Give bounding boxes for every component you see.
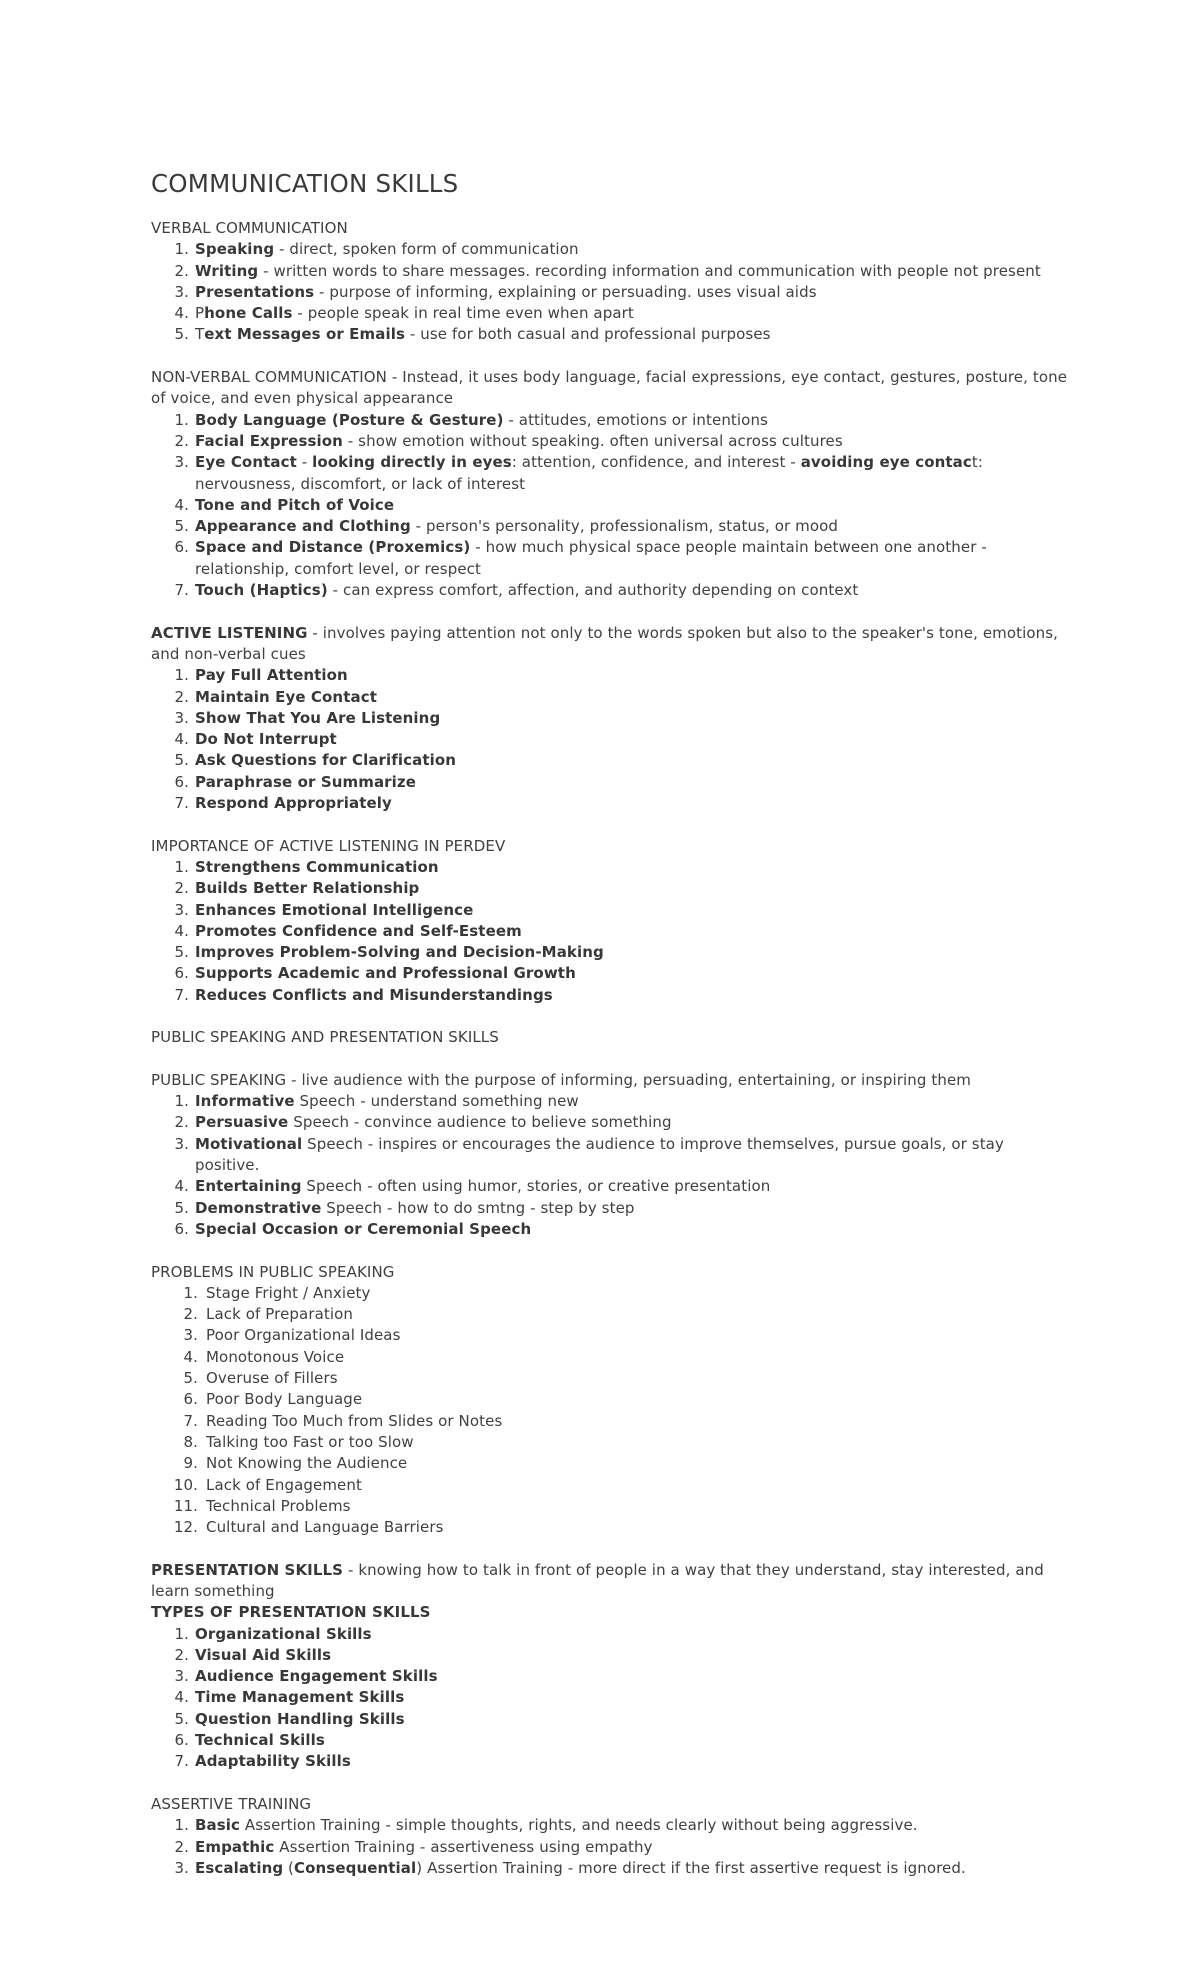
list-number: 3. [174,900,189,919]
item-label: Body Language (Posture & Gesture) [195,410,504,429]
subheading [151,1602,1071,1623]
list-number: 6. [183,1390,198,1409]
list-item [151,1645,1071,1666]
list-number: 7. [174,1752,189,1771]
list-number: 4. [174,1688,189,1707]
list-item [151,1112,1071,1133]
list-number: 6. [174,1731,189,1750]
item-label: Maintain Eye Contact [195,687,377,706]
list-item [151,303,1071,324]
item-label: Speaking [195,240,275,259]
list-number: 5. [174,1709,189,1728]
assertive-section [151,1794,1071,1879]
list-item [151,750,1071,771]
item-prefix: T [195,325,205,344]
list-item [151,857,1071,878]
problems-list [151,1283,1071,1539]
list-item [151,495,1071,516]
list-item [151,1389,1071,1410]
item-label: Special Occasion or Ceremonial Speech [195,1219,532,1238]
section-heading: PUBLIC SPEAKING - live audience with the purpose of informing, persuading, entertaining, or inspiring them [151,1070,971,1089]
list-number: 6. [174,538,189,557]
list-number: 5. [174,325,189,344]
nonverbal-section [151,367,1071,601]
list-item [151,1858,1071,1879]
list-item [151,1432,1071,1453]
item-text: Poor Organizational Ideas [206,1326,401,1345]
item-label: Basic [195,1816,241,1835]
item-text: Speech - how to do smtng - step by step [321,1198,635,1217]
item-label-3: avoiding eye contac [800,453,972,472]
item-label: Enhances Emotional Intelligence [195,900,474,919]
item-text: Speech - convince audience to believe something [288,1113,672,1132]
item-label: Builds Better Relationship [195,879,420,898]
importance-list [151,857,1071,1006]
item-label: ext Messages or Emails [204,325,405,344]
section-heading: PUBLIC SPEAKING AND PRESENTATION SKILLS [151,1028,499,1047]
section-heading: PROBLEMS IN PUBLIC SPEAKING [151,1262,395,1281]
item-label: Escalating [195,1858,284,1877]
list-number: 2. [174,1645,189,1664]
list-number: 2. [174,879,189,898]
item-text: - purpose of informing, explaining or persuading. uses visual aids [314,282,817,301]
item-label: Ask Questions for Clarification [195,751,457,770]
list-item [151,963,1071,984]
list-item [151,1219,1071,1240]
document-content [151,168,1071,1879]
list-number: 5. [174,943,189,962]
item-text: - people speak in real time even when apart [292,304,634,323]
list-item [151,239,1071,260]
nonverbal-list [151,410,1071,602]
list-item [151,1475,1071,1496]
list-number: 11. [173,1496,198,1515]
item-text: Monotonous Voice [206,1347,345,1366]
section-heading: ASSERTIVE TRAINING [151,1794,312,1813]
speech-types-list [151,1091,1071,1240]
list-item [151,1730,1071,1751]
item-label: Strengthens Communication [195,857,439,876]
item-text: Poor Body Language [206,1390,363,1409]
item-label: Space and Distance (Proxemics) [195,538,471,557]
list-item [151,1517,1071,1538]
list-item [151,452,1071,495]
item-label: Adaptability Skills [195,1752,351,1771]
item-text: Cultural and Language Barriers [206,1518,444,1537]
list-item [151,1176,1071,1197]
list-number: 1. [174,1816,189,1835]
list-number: 7. [183,1411,198,1430]
list-item [151,793,1071,814]
verbal-list [151,239,1071,345]
item-label: Do Not Interrupt [195,730,337,749]
list-number: 2. [174,1837,189,1856]
list-number: 6. [174,772,189,791]
heading-text: - knowing how to talk in front of people in a way that they understand, stay interested, and learn something [151,1560,1044,1600]
item-label: Entertaining [195,1177,302,1196]
item-label: Organizational Skills [195,1624,372,1643]
list-number: 2. [174,1113,189,1132]
list-number: 4. [174,304,189,323]
item-label: Appearance and Clothing [195,517,411,536]
list-item [151,282,1071,303]
list-number: 3. [174,453,189,472]
item-text-2: ) Assertion Training - more direct if the first assertive request is ignored. [416,1858,966,1877]
item-text: - can express comfort, affection, and authority depending on context [327,581,859,600]
item-label: Improves Problem-Solving and Decision-Making [195,943,604,962]
list-number: 10. [173,1475,198,1494]
item-text: Lack of Engagement [206,1475,362,1494]
item-text: Speech - understand something new [294,1092,579,1111]
list-item [151,1411,1071,1432]
item-text: - written words to share messages. recording information and communication with people not present [258,261,1041,280]
item-label: Eye Contact [195,453,297,472]
list-number: 5. [183,1369,198,1388]
item-text: ( [283,1858,295,1877]
item-text: Reading Too Much from Slides or Notes [206,1411,503,1430]
item-label: Technical Skills [195,1731,325,1750]
list-item [151,1815,1071,1836]
presentation-skills-section [151,1560,1071,1773]
public-speaking-section [151,1070,1071,1240]
item-text: - use for both casual and professional purposes [404,325,771,344]
item-label: Visual Aid Skills [195,1645,332,1664]
item-label-2: Consequential [294,1858,417,1877]
list-item [151,1496,1071,1517]
list-number: 4. [174,921,189,940]
list-number: 1. [174,1624,189,1643]
item-text: - how much physical space people maintain between one another - relationship, comfort level, or respect [195,538,987,578]
item-text: Talking too Fast or too Slow [206,1432,414,1451]
list-number: 2. [174,261,189,280]
list-number: 2. [174,431,189,450]
list-item [151,516,1071,537]
list-item [151,324,1071,345]
list-item [151,1198,1071,1219]
list-item [151,1368,1071,1389]
list-number: 3. [174,1667,189,1686]
item-label: Supports Academic and Professional Growth [195,964,576,983]
list-number: 1. [174,410,189,429]
list-item [151,431,1071,452]
item-label: Writing [195,261,259,280]
heading-bold: ACTIVE LISTENING [151,623,308,642]
list-number: 7. [174,794,189,813]
active-listening-section [151,623,1071,815]
list-item [151,1091,1071,1112]
list-item [151,878,1071,899]
item-label: Promotes Confidence and Self-Esteem [195,921,522,940]
list-item [151,1347,1071,1368]
list-item [151,1687,1071,1708]
item-text: Not Knowing the Audience [206,1454,408,1473]
item-label: Touch (Haptics) [195,581,328,600]
item-text: Assertion Training - simple thoughts, rights, and needs clearly without being aggressive. [240,1816,918,1835]
item-text-3: t: nervousness, discomfort, or lack of interest [195,453,984,493]
list-number: 5. [174,751,189,770]
list-number: 1. [174,240,189,259]
item-label: Motivational [195,1134,303,1153]
importance-section [151,836,1071,1006]
list-number: 1. [174,666,189,685]
item-text: Speech - inspires or encourages the audience to improve themselves, pursue goals, or stay positive. [195,1134,1004,1175]
item-text: Speech - often using humor, stories, or creative presentation [301,1177,771,1196]
item-label: Persuasive [195,1113,289,1132]
list-number: 3. [174,282,189,301]
list-item [151,708,1071,729]
item-text: Overuse of Fillers [206,1369,338,1388]
item-text: Stage Fright / Anxiety [206,1283,371,1302]
list-item [151,410,1071,431]
list-number: 2. [174,687,189,706]
list-number: 4. [174,495,189,514]
list-number: 3. [183,1326,198,1345]
item-label: Presentations [195,282,315,301]
list-number: 4. [174,1177,189,1196]
page-title: COMMUNICATION SKILLS [151,169,459,198]
section-heading [151,623,1071,666]
item-label: Facial Expression [195,431,343,450]
item-label: hone Calls [204,304,293,323]
section-heading: NON-VERBAL COMMUNICATION - Instead, it uses body language, facial expressions, eye contact, gestures, posture, tone of voice, and even physical appearance [151,368,1068,408]
list-item [151,1325,1071,1346]
item-text-2: : attention, confidence, and interest - [511,453,801,472]
problems-section [151,1262,1071,1539]
list-number: 1. [174,1092,189,1111]
list-item [151,985,1071,1006]
list-item [151,261,1071,282]
item-label-2: looking directly in eyes [312,453,512,472]
list-item [151,900,1071,921]
list-number: 3. [174,1134,189,1153]
list-number: 5. [174,517,189,536]
list-item [151,942,1071,963]
item-label: Pay Full Attention [195,666,348,685]
section-heading: VERBAL COMMUNICATION [151,219,348,237]
list-item [151,665,1071,686]
active-listening-list [151,665,1071,814]
types-heading: TYPES OF PRESENTATION SKILLS [151,1603,431,1622]
heading-bold: PRESENTATION SKILLS [151,1560,344,1579]
item-text: - direct, spoken form of communication [274,240,579,259]
public-speaking-presentation-section [151,1027,1071,1048]
list-number: 1. [174,857,189,876]
presentation-types-list [151,1624,1071,1773]
item-label: Tone and Pitch of Voice [195,495,395,514]
list-number: 8. [183,1432,198,1451]
list-item [151,772,1071,793]
list-item [151,1751,1071,1772]
list-number: 6. [174,964,189,983]
assertive-list [151,1815,1071,1879]
section-heading [151,1560,1071,1603]
item-label: Empathic [195,1837,275,1856]
item-label: Informative [195,1092,295,1111]
list-item [151,1837,1071,1858]
list-item [151,1709,1071,1730]
verbal-section [151,218,1071,346]
list-number: 7. [174,985,189,1004]
list-number: 1. [183,1283,198,1302]
list-item [151,580,1071,601]
list-number: 12. [173,1518,198,1537]
item-label: Question Handling Skills [195,1709,405,1728]
list-item [151,1304,1071,1325]
item-label: Time Management Skills [195,1688,405,1707]
list-number: 3. [174,1858,189,1877]
list-number: 2. [183,1305,198,1324]
list-item [151,1666,1071,1687]
list-number: 9. [183,1454,198,1473]
item-label: Reduces Conflicts and Misunderstandings [195,985,553,1004]
item-label: Paraphrase or Summarize [195,772,417,791]
item-text: - show emotion without speaking. often universal across cultures [342,431,843,450]
section-heading: IMPORTANCE OF ACTIVE LISTENING IN PERDEV [151,836,506,855]
item-label: Demonstrative [195,1198,322,1217]
item-text: Lack of Preparation [206,1305,354,1324]
list-number: 6. [174,1219,189,1238]
list-item [151,1283,1071,1304]
item-label: Show That You Are Listening [195,708,441,727]
list-item [151,687,1071,708]
list-number: 7. [174,581,189,600]
list-number: 5. [174,1198,189,1217]
item-text: Assertion Training - assertiveness using empathy [274,1837,653,1856]
list-item [151,1134,1071,1177]
list-item [151,537,1071,580]
list-number: 3. [174,708,189,727]
heading-text: - involves paying attention not only to the words spoken but also to the speaker's tone, emotions, and non-verbal cues [151,623,1059,663]
list-number: 4. [174,730,189,749]
item-text: Technical Problems [206,1496,351,1515]
item-label: Respond Appropriately [195,794,392,813]
list-item [151,1453,1071,1474]
list-item [151,1624,1071,1645]
item-label: Audience Engagement Skills [195,1667,438,1686]
item-text: - attitudes, emotions or intentions [503,410,768,429]
item-prefix: P [195,304,205,323]
list-number: 4. [183,1347,198,1366]
list-item [151,729,1071,750]
list-item [151,921,1071,942]
item-text: - person's personality, professionalism, status, or mood [410,517,839,536]
item-text: - [296,453,313,472]
